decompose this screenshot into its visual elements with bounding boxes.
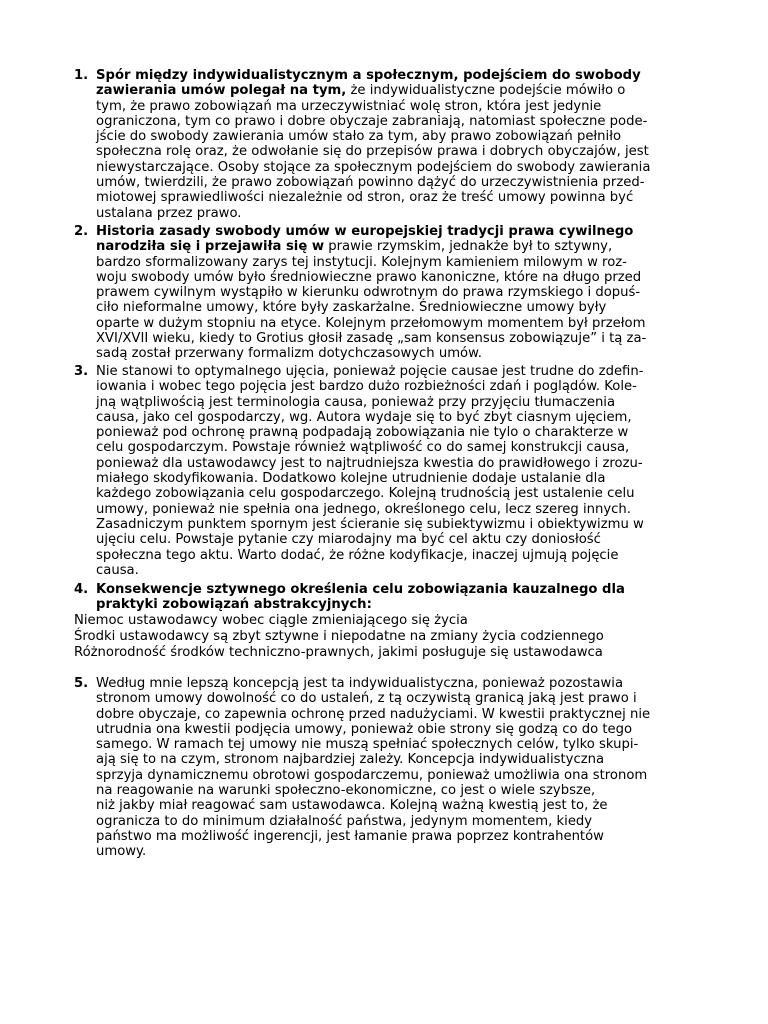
list-number: 2. (74, 224, 89, 239)
text-line: ustalana przez prawo. (96, 205, 242, 221)
text-line: tym, że prawo zobowiązań ma urzeczywistniać wolę stron, która jest jedynie (96, 98, 602, 114)
list-item-body (96, 364, 694, 578)
text-line: ponieważ pod ochronę prawną podpadają zobowiązania nie tylo o charakterze w (96, 425, 629, 441)
text-line: Nie stanowi to optymalnego ujęcia, ponieważ pojęcie causae jest trudne do zdefin- (96, 364, 644, 379)
text-line (96, 582, 694, 597)
text-line: ponieważ dla ustawodawcy jest to najtrudniejsza kwestia do prawidłowego i zrozu- (96, 455, 643, 471)
list-number: 5. (74, 676, 89, 691)
list-item-2 (74, 224, 694, 362)
plain-line: Niemoc ustawodawcy wobec ciągle zmieniającego się życia (74, 613, 468, 628)
text-line: umów, twierdzili, że prawo zobowiązań powinno dążyć do urzeczywistnienia przed- (96, 175, 645, 191)
text-line (96, 68, 694, 83)
list-item-3 (74, 364, 694, 578)
list-item-body (96, 224, 694, 362)
bold-text: Historia zasady swobody umów w europejskiej tradycji prawa cywilnego (96, 224, 634, 239)
text-line (96, 224, 694, 239)
bold-text: praktyki zobowiązań abstrakcyjnych: (96, 597, 372, 613)
list-item-body (96, 68, 694, 221)
list-item-body (96, 676, 694, 860)
text-line: ograniczona, tym co prawo i dobre obyczaje zabraniają, natomiast społeczne pode- (96, 113, 648, 129)
text-line: miałego skodyfikowania. Dodatkowo kolejne utrudnienie dodaje ustalanie dla (96, 471, 606, 487)
text-line: oparte w dużym stopniu na etyce. Kolejnym przełomowym momentem był przełom (96, 315, 646, 331)
text-line: niż jakby miał reagować sam ustawodawca. Kolejną ważną kwestią jest to, że (96, 798, 608, 814)
text-line: ają się to na czym, stronom najbardziej zależy. Koncepcja indywidualistyczna (96, 752, 605, 768)
text-line: ciło nieformalne umowy, które były zaskarżalne. Średniowieczne umowy były (96, 300, 607, 316)
text-line: jną wątpliwością jest terminologia causa, ponieważ przy przyjęciu tłumaczenia (96, 394, 616, 410)
text-line: umowy. (96, 844, 147, 860)
text-line: bardzo sformalizowany zarys tej instytucji. Kolejnym kamieniem milowym w roz- (96, 254, 627, 270)
text-line: społeczna rolę oraz, że odwołanie się do przepisów prawa i dobrych obyczajów, jest (96, 144, 649, 160)
text-line: Według mnie lepszą koncepcją jest ta indywidualistyczna, ponieważ pozostawia (96, 676, 624, 691)
text-line: jście do swobody zawierania umów stało za tym, aby prawo zobowiązań pełniło (96, 129, 622, 145)
text-line: społeczna tego aktu. Warto dodać, że różne kodyfikacje, inaczej ujmują pojęcie (96, 547, 619, 563)
text-line: ujęciu celu. Powstaje pytanie czy miarodajny ma być cel aktu czy doniosłość (96, 532, 601, 548)
text-line (96, 597, 694, 612)
list-number: 3. (74, 364, 89, 379)
text-line: causa. (96, 562, 139, 578)
text-line: niewystarczające. Osoby stojące za społecznym podejściem do swobody zawierania (96, 159, 651, 175)
text-line (96, 83, 694, 98)
bold-text: Spór między indywidualistycznym a społecznym, podejściem do swobody (96, 68, 641, 83)
list-number: 4. (74, 582, 89, 597)
text-line: Zasadniczym punktem spornym jest ścieranie się subiektywizmu i obiektywizmu w (96, 516, 644, 532)
list-item-body (96, 582, 694, 613)
text-line: prawem cywilnym wystąpiło w kierunku odwrotnym do prawa rzymskiego i dopuś- (96, 285, 641, 301)
text-line: dobre obyczaje, co zapewnia ochronę przed nadużyciami. W kwestii praktycznej nie (96, 706, 651, 722)
text-line (96, 239, 694, 254)
bold-text: narodziła się i przejawiła się w (96, 239, 325, 255)
list-number: 1. (74, 68, 89, 83)
text-line: sadą został przerwany formalizm dotychczasowych umów. (96, 346, 482, 362)
text-line: utrudnia ona kwestii podjęcia umowy, ponieważ obie strony się godzą co do tego (96, 721, 633, 737)
text-line: XVI/XVII wieku, kiedy to Grotius głosił zasadę „sam konsensus zobowiązuje” i tą za- (96, 331, 647, 347)
plain-line: Środki ustawodawcy są zbyt sztywne i niepodatne na zmiany życia codziennego (74, 629, 604, 644)
list-item-4 (74, 582, 694, 613)
bold-text: zawierania umów polegał na tym, (96, 83, 347, 99)
plain-text: że indywidualistyczne podejście mówiło o (346, 83, 626, 99)
list-item-5 (74, 676, 694, 860)
text-line: woju swobody umów było średniowieczne prawo kanoniczne, które na długo przed (96, 269, 642, 285)
plain-text: prawie rzymskim, jednakże był to sztywny, (324, 239, 613, 255)
text-line: na reagowanie na warunki społeczno-ekonomiczne, co jest o wiele szybsze, (96, 783, 596, 799)
text-line: causa, jako cel gospodarczy, wg. Autora wydaje się to być zbyt ciasnym ujęciem, (96, 409, 632, 425)
plain-line: Różnorodność środków techniczno-prawnych, jakimi posługuje się ustawodawca (74, 645, 603, 660)
text-line: każdego zobowiązania celu gospodarczego. Kolejną trudnością jest ustalenie celu (96, 486, 635, 502)
text-line: państwo ma możliwość ingerencji, jest łamanie prawa poprzez kontrahentów (96, 828, 604, 844)
text-line: iowania i wobec tego pojęcia jest bardzo dużo rozbieżności zdań i poglądów. Kole- (96, 379, 637, 395)
text-line: miotowej sprawiedliwości niezależnie od stron, oraz że treść umowy powinna być (96, 190, 634, 206)
text-line: sprzyja dynamicznemu obrotowi gospodarczemu, ponieważ umożliwia ona stronom (96, 767, 648, 783)
text-line: ogranicza to do minimum działalność państwa, jedynym momentem, kiedy (96, 813, 593, 829)
text-line: celu gospodarczym. Powstaje również wątpliwość co do samej konstrukcji causa, (96, 440, 630, 456)
text-line: samego. W ramach tej umowy nie muszą spełniać społecznych celów, tylko skupi- (96, 737, 639, 753)
text-line: umowy, ponieważ nie spełnia ona jednego, określonego celu, lecz szereg innych. (96, 501, 631, 517)
text-line: stronom umowy dowolność co do ustaleń, z tą oczywistą granicą jaką jest prawo i (96, 691, 637, 707)
bold-text: Konsekwencje sztywnego określenia celu zobowiązania kauzalnego dla (96, 582, 625, 597)
list-item-1 (74, 68, 694, 221)
